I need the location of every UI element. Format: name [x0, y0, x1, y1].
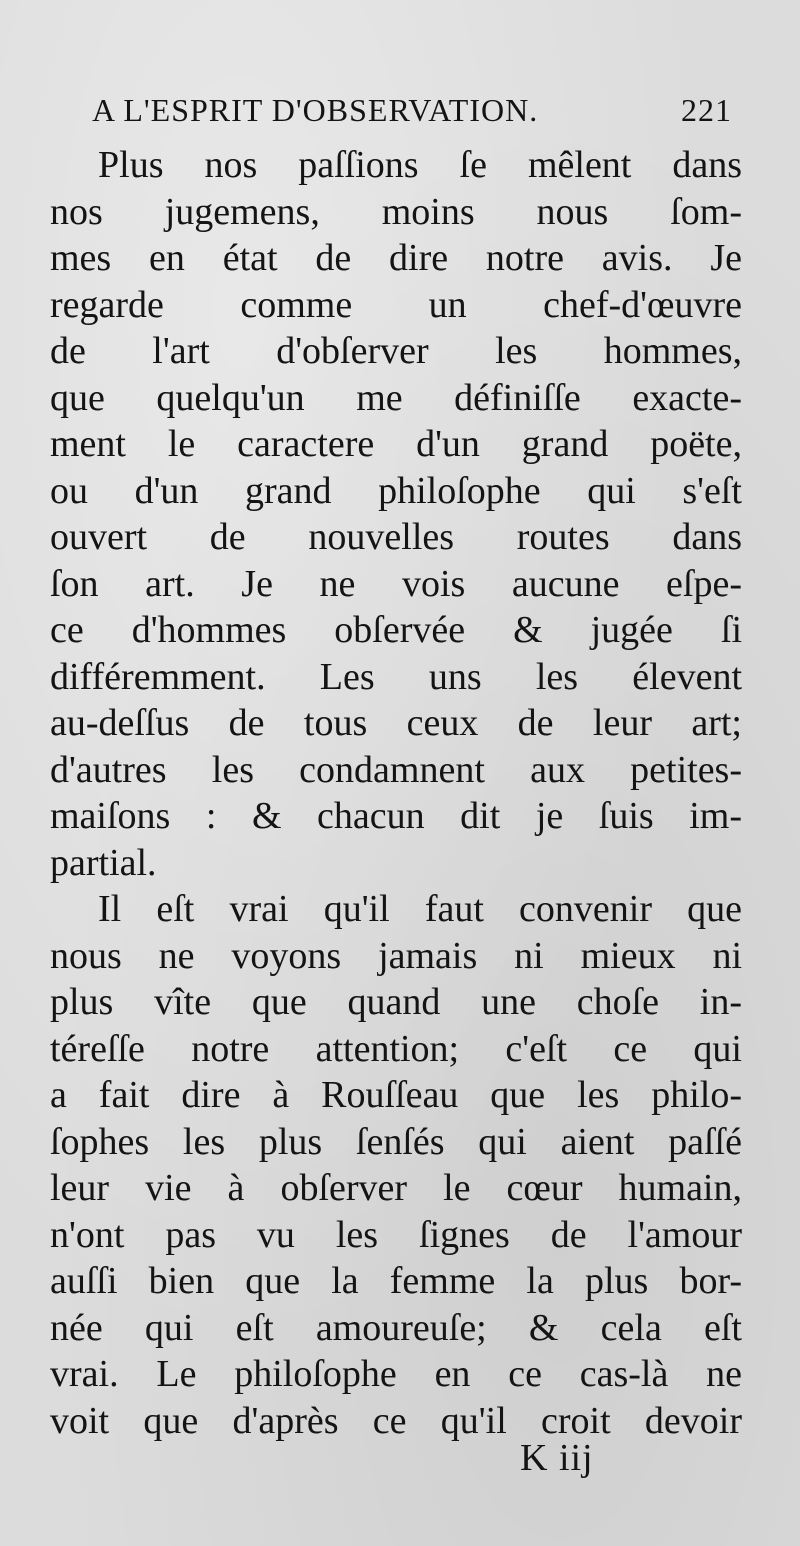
text-line: leur vie à obſerver le cœur humain,: [50, 1167, 742, 1209]
text-line: maiſons : & chacun dit je ſuis im-: [50, 795, 742, 837]
text-line: mes en état de dire notre avis. Je: [50, 237, 742, 279]
text-line: nos jugemens, moins nous ſom-: [50, 190, 742, 233]
text-line: auſſi bien que la femme la plus bor-: [50, 1260, 742, 1302]
body-text: [50, 142, 742, 1444]
text-line: Plus nos paſſions ſe mêlent dans: [98, 144, 742, 186]
text-line: d'autres les condamnent aux petites-: [50, 748, 742, 791]
text-line: plus vîte que quand une choſe in-: [50, 981, 742, 1023]
text-line: différemment. Les uns les élevent: [50, 655, 742, 698]
text-line: ſon art. Je ne vois aucune eſpe-: [50, 562, 742, 605]
text-line: Il eſt vrai qu'il faut convenir que: [98, 888, 742, 930]
text-line: ouvert de nouvelles routes dans: [50, 516, 742, 558]
text-line: vrai. Le philoſophe en ce cas-là ne: [50, 1353, 742, 1395]
text-line: née qui eſt amoureuſe; & cela eſt: [50, 1306, 742, 1349]
signature-mark: K iij: [520, 1437, 594, 1479]
text-line: que quelqu'un me définiſſe exacte-: [50, 376, 742, 419]
text-line: ſophes les plus ſenſés qui aient paſſé: [50, 1120, 742, 1163]
page-number: 221: [681, 92, 732, 128]
running-head: [92, 92, 742, 140]
text-line: regarde comme un chef-d'œuvre: [50, 283, 742, 326]
text-line: ment le caractere d'un grand poëte,: [50, 423, 742, 465]
text-line: de l'art d'obſerver les hommes,: [50, 330, 742, 372]
text-line: téreſſe notre attention; c'eſt ce qui: [50, 1027, 742, 1070]
text-line: nous ne voyons jamais ni mieux ni: [50, 934, 742, 977]
text-line: ou d'un grand philoſophe qui s'eſt: [50, 469, 742, 512]
text-line: au-deſſus de tous ceux de leur art;: [50, 702, 742, 744]
text-line: ce d'hommes obſervée & jugée ſi: [50, 609, 742, 651]
text-line: a fait dire à Rouſſeau que les philo-: [50, 1074, 742, 1116]
text-line: partial.: [50, 841, 157, 884]
running-head-title: A L'ESPRIT D'OBSERVATION.: [92, 92, 539, 128]
text-line: voit que d'après ce qu'il croit devoir: [50, 1399, 742, 1442]
text-line: n'ont pas vu les ſignes de l'amour: [50, 1213, 742, 1256]
